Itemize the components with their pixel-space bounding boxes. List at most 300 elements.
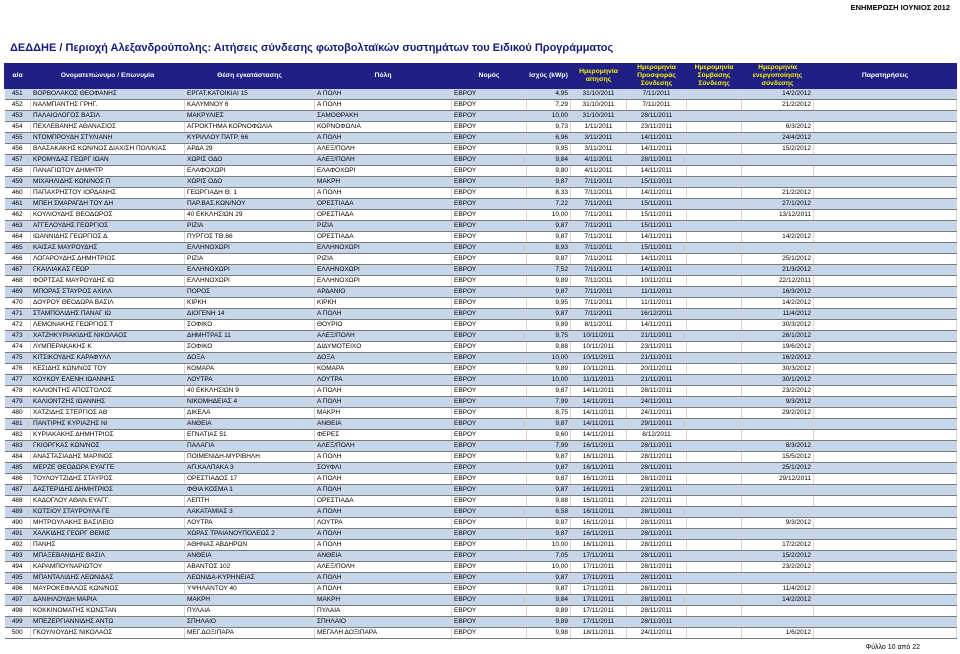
cell-power: 10,00	[527, 111, 571, 122]
cell-offer-date: 21/11/2011	[627, 353, 687, 364]
cell-prefecture: ΕΒΡΟΥ	[452, 518, 527, 529]
cell-activation-date: 23/2/2012	[742, 386, 814, 397]
cell-contract-date	[687, 551, 742, 562]
cell-aa: 465	[5, 243, 31, 254]
cell-contract-date	[687, 111, 742, 122]
cell-aa: 461	[5, 199, 31, 210]
cell-power: 9,95	[527, 298, 571, 309]
cell-power: 9,87	[527, 584, 571, 595]
table-row	[5, 452, 957, 463]
cell-name: ΚΙΤΣΙΚΟΥΔΗΣ ΚΑΡΑΦΥΛΛ	[31, 353, 185, 364]
cell-aa: 485	[5, 463, 31, 474]
cell-contract-date	[687, 507, 742, 518]
cell-activation-date: 15/2/2012	[742, 551, 814, 562]
cell-activation-date: 8/3/2012	[742, 441, 814, 452]
cell-name: ΔΑΣΤΕΡΙΔΗΣ ΔΗΜΗΤΡΙΟΣ	[31, 485, 185, 496]
cell-name: ΜΠΑΞΕΒΑΝΙΔΗΣ ΒΑΣΙΛ	[31, 551, 185, 562]
cell-offer-date: 24/11/2011	[627, 397, 687, 408]
cell-city: ΟΡΕΣΤΙΑΔΑ	[315, 210, 452, 221]
cell-aa: 479	[5, 397, 31, 408]
cell-city: ΕΛΛΗΝΟΧΩΡΙ	[315, 243, 452, 254]
cell-power: 9,87	[527, 529, 571, 540]
cell-offer-date: 7/11/2011	[627, 89, 687, 100]
cell-remarks	[814, 111, 957, 122]
table-row	[5, 617, 957, 628]
cell-offer-date: 28/11/2011	[627, 386, 687, 397]
table-row	[5, 353, 957, 364]
cell-remarks	[814, 408, 957, 419]
cell-power: 9,60	[527, 430, 571, 441]
cell-location: ΡΙΖΙΑ	[185, 254, 315, 265]
cell-remarks	[814, 397, 957, 408]
table-row	[5, 463, 957, 474]
cell-prefecture: ΕΒΡΟΥ	[452, 342, 527, 353]
cell-city: Α ΠΟΛΗ	[315, 485, 452, 496]
cell-activation-date: 19/6/2012	[742, 342, 814, 353]
cell-name: ΚΥΡΙΑΚΑΚΗΣ ΔΗΜΗΤΡΙΟΣ	[31, 430, 185, 441]
table-row	[5, 133, 957, 144]
table-row	[5, 551, 957, 562]
cell-activation-date: 6/3/2012	[742, 122, 814, 133]
cell-location: ΚΟΜΑΡΑ	[185, 364, 315, 375]
table-row	[5, 375, 957, 386]
cell-contract-date	[687, 617, 742, 628]
cell-city: ΡΙΖΙΑ	[315, 221, 452, 232]
table-row	[5, 309, 957, 320]
cell-power: 10,00	[527, 540, 571, 551]
cell-location: ΔΙΟΓΕΝΗ 14	[185, 309, 315, 320]
cell-aa: 477	[5, 375, 31, 386]
col-aa: α/α	[5, 64, 31, 89]
cell-name: ΚΟΥΛΙΟΥΔΗΣ ΘΕΟΔΩΡΟΣ	[31, 210, 185, 221]
cell-location: ΡΙΖΙΑ	[185, 221, 315, 232]
cell-prefecture: ΕΒΡΟΥ	[452, 298, 527, 309]
cell-activation-date: 30/3/2012	[742, 364, 814, 375]
col-name: Ονοματεπώνυμο / Επωνυμία	[31, 64, 185, 89]
table-row	[5, 562, 957, 573]
cell-application-date: 16/11/2011	[571, 507, 627, 518]
cell-offer-date: 20/11/2011	[627, 364, 687, 375]
cell-remarks	[814, 122, 957, 133]
cell-location: ΕΓΝΑΤΙΑΣ 51	[185, 430, 315, 441]
cell-prefecture: ΕΒΡΟΥ	[452, 177, 527, 188]
table-row	[5, 441, 957, 452]
table-row	[5, 386, 957, 397]
cell-power: 9,84	[527, 595, 571, 606]
table-row	[5, 166, 957, 177]
cell-remarks	[814, 199, 957, 210]
cell-aa: 472	[5, 320, 31, 331]
cell-location: ΠΟΡΟΣ	[185, 287, 315, 298]
cell-prefecture: ΕΒΡΟΥ	[452, 210, 527, 221]
cell-aa: 473	[5, 331, 31, 342]
cell-remarks	[814, 518, 957, 529]
cell-city: Α ΠΟΛΗ	[315, 133, 452, 144]
cell-activation-date: 30/1/2012	[742, 375, 814, 386]
cell-activation-date: 25/1/2012	[742, 254, 814, 265]
cell-location: ΑΘΗΝΑΣ ΑΒΔΗΡΩΝ	[185, 540, 315, 551]
cell-power: 9,87	[527, 386, 571, 397]
cell-application-date: 3/11/2011	[571, 133, 627, 144]
cell-activation-date: 22/12/2011	[742, 276, 814, 287]
cell-activation-date	[742, 529, 814, 540]
cell-application-date: 7/11/2011	[571, 254, 627, 265]
cell-city: ΑΛΕΞ/ΠΟΛΗ	[315, 155, 452, 166]
cell-location: ΑΝΘΕΙΑ	[185, 419, 315, 430]
cell-location: ΜΑΚΡΥΛΙΕΣ	[185, 111, 315, 122]
cell-power: 6,58	[527, 507, 571, 518]
cell-remarks	[814, 375, 957, 386]
cell-aa: 498	[5, 606, 31, 617]
cell-name: ΦΟΡΤΣΑΣ ΜΑΥΡΟΥΔΗΣ ΙΩ	[31, 276, 185, 287]
cell-remarks	[814, 584, 957, 595]
cell-contract-date	[687, 210, 742, 221]
col-contract-date: Ημερομηνία Σύμβασης Σύνδεσης	[687, 64, 742, 89]
cell-activation-date: 14/2/2012	[742, 89, 814, 100]
cell-aa: 466	[5, 254, 31, 265]
cell-city: Α ΠΟΛΗ	[315, 309, 452, 320]
cell-contract-date	[687, 320, 742, 331]
cell-activation-date: 15/5/2012	[742, 452, 814, 463]
col-offer-date: Ημερομηνία Προσφοράς Σύνδεσης	[627, 64, 687, 89]
table-row	[5, 210, 957, 221]
cell-city: Α ΠΟΛΗ	[315, 188, 452, 199]
cell-application-date: 10/11/2011	[571, 364, 627, 375]
cell-contract-date	[687, 529, 742, 540]
cell-power: 9,87	[527, 463, 571, 474]
cell-offer-date: 14/11/2011	[627, 166, 687, 177]
cell-city: ΜΑΚΡΗ	[315, 595, 452, 606]
cell-city: ΦΕΡΕΣ	[315, 430, 452, 441]
cell-activation-date	[742, 166, 814, 177]
cell-offer-date: 28/11/2011	[627, 155, 687, 166]
cell-offer-date: 24/11/2011	[627, 408, 687, 419]
cell-aa: 460	[5, 188, 31, 199]
cell-application-date: 16/11/2011	[571, 485, 627, 496]
cell-application-date: 17/11/2011	[571, 617, 627, 628]
cell-name: ΚΩΤΣΙΟΥ ΣΤΑΥΡΟΥΛΑ ΓΕ	[31, 507, 185, 518]
table-row	[5, 122, 957, 133]
cell-prefecture: ΕΒΡΟΥ	[452, 606, 527, 617]
cell-power: 9,87	[527, 232, 571, 243]
cell-power: 9,84	[527, 155, 571, 166]
cell-city: ΕΛΛΗΝΟΧΩΡΙ	[315, 276, 452, 287]
cell-prefecture: ΕΒΡΟΥ	[452, 408, 527, 419]
cell-location: ΛΟΥΤΡΑ	[185, 518, 315, 529]
cell-activation-date: 16/2/2012	[742, 353, 814, 364]
cell-remarks	[814, 540, 957, 551]
table-row	[5, 188, 957, 199]
cell-name: ΠΑΝΑΓΙΩΤΟΥ ΔΗΜΗΤΡ	[31, 166, 185, 177]
cell-application-date: 14/11/2011	[571, 386, 627, 397]
cell-prefecture: ΕΒΡΟΥ	[452, 617, 527, 628]
cell-offer-date: 28/11/2011	[627, 540, 687, 551]
cell-application-date: 7/11/2011	[571, 177, 627, 188]
cell-city: ΑΛΕΞ/ΠΟΛΗ	[315, 562, 452, 573]
cell-prefecture: ΕΒΡΟΥ	[452, 122, 527, 133]
cell-activation-date: 9/3/2012	[742, 397, 814, 408]
cell-contract-date	[687, 100, 742, 111]
cell-power: 10,00	[527, 562, 571, 573]
cell-activation-date: 24/4/2012	[742, 133, 814, 144]
cell-contract-date	[687, 584, 742, 595]
cell-prefecture: ΕΒΡΟΥ	[452, 166, 527, 177]
cell-activation-date: 14/2/2012	[742, 595, 814, 606]
cell-city: ΑΛΕΞ/ΠΟΛΗ	[315, 441, 452, 452]
applications-table	[4, 63, 957, 639]
cell-remarks	[814, 100, 957, 111]
cell-city: ΟΡΕΣΤΙΑΔΑ	[315, 496, 452, 507]
cell-contract-date	[687, 309, 742, 320]
cell-activation-date: 25/1/2012	[742, 463, 814, 474]
cell-contract-date	[687, 474, 742, 485]
cell-prefecture: ΕΒΡΟΥ	[452, 276, 527, 287]
cell-name: ΚΑΔΟΓΛΟΥ ΑΘΑΝ.ΕΥΑΓΓ.	[31, 496, 185, 507]
table-row	[5, 221, 957, 232]
cell-power: 8,75	[527, 408, 571, 419]
cell-application-date: 16/11/2011	[571, 452, 627, 463]
cell-application-date: 1/11/2011	[571, 122, 627, 133]
cell-remarks	[814, 309, 957, 320]
cell-name: ΠΕΧΛΕΒΑΝΗΣ ΑΘΑΝΑΣΙΟΣ	[31, 122, 185, 133]
cell-application-date: 16/11/2011	[571, 529, 627, 540]
cell-aa: 452	[5, 100, 31, 111]
cell-city: ΑΛΕΞ/ΠΟΛΗ	[315, 144, 452, 155]
cell-prefecture: ΕΒΡΟΥ	[452, 430, 527, 441]
cell-aa: 491	[5, 529, 31, 540]
cell-aa: 487	[5, 485, 31, 496]
table-row	[5, 232, 957, 243]
cell-activation-date	[742, 419, 814, 430]
cell-city: Α ΠΟΛΗ	[315, 89, 452, 100]
cell-location: ΛΟΥΤΡΑ	[185, 375, 315, 386]
cell-name: ΓΚΑΙΛΙΑΚΑΣ ΓΕΩΡ	[31, 265, 185, 276]
cell-location: ΜΕΓ.ΔΟΞΙΠΑΡΑ	[185, 628, 315, 639]
cell-prefecture: ΕΒΡΟΥ	[452, 265, 527, 276]
cell-remarks	[814, 419, 957, 430]
cell-application-date: 11/11/2011	[571, 375, 627, 386]
cell-offer-date: 14/11/2011	[627, 144, 687, 155]
cell-aa: 495	[5, 573, 31, 584]
cell-city: Α ΠΟΛΗ	[315, 100, 452, 111]
cell-application-date: 17/11/2011	[571, 595, 627, 606]
cell-power: 9,87	[527, 177, 571, 188]
cell-prefecture: ΕΒΡΟΥ	[452, 507, 527, 518]
cell-remarks	[814, 529, 957, 540]
cell-aa: 456	[5, 144, 31, 155]
cell-name: ΑΝΑΣΤΑΣΙΑΔΗΣ ΜΑΡΙΝΟΣ	[31, 452, 185, 463]
table-row	[5, 518, 957, 529]
cell-remarks	[814, 276, 957, 287]
cell-application-date: 7/11/2011	[571, 243, 627, 254]
cell-contract-date	[687, 254, 742, 265]
cell-name: ΚΕΣΙΔΗΣ ΚΩΝ/ΝΟΣ ΤΟΥ	[31, 364, 185, 375]
cell-application-date: 7/11/2011	[571, 188, 627, 199]
cell-city: ΔΟΞΑ	[315, 353, 452, 364]
cell-name: ΛΥΜΠΕΡΑΚΑΚΗΣ Κ	[31, 342, 185, 353]
table-row	[5, 529, 957, 540]
cell-aa: 499	[5, 617, 31, 628]
table-row	[5, 243, 957, 254]
cell-prefecture: ΕΒΡΟΥ	[452, 100, 527, 111]
cell-prefecture: ΕΒΡΟΥ	[452, 551, 527, 562]
cell-city: ΠΥΛΑΙΑ	[315, 606, 452, 617]
cell-aa: 482	[5, 430, 31, 441]
cell-location: ΦΘΙΑ ΚΟΣΜΑ 1	[185, 485, 315, 496]
cell-aa: 462	[5, 210, 31, 221]
cell-application-date: 3/11/2011	[571, 144, 627, 155]
cell-application-date: 17/11/2011	[571, 573, 627, 584]
cell-prefecture: ΕΒΡΟΥ	[452, 628, 527, 639]
cell-aa: 489	[5, 507, 31, 518]
table-row	[5, 320, 957, 331]
cell-location: ΚΥΡΙΛΛΟΥ ΠΑΤΡ. 66	[185, 133, 315, 144]
cell-contract-date	[687, 463, 742, 474]
cell-power: 4,95	[527, 89, 571, 100]
cell-activation-date	[742, 617, 814, 628]
cell-contract-date	[687, 265, 742, 276]
cell-power: 8,33	[527, 188, 571, 199]
cell-power: 9,75	[527, 331, 571, 342]
cell-offer-date: 11/11/2011	[627, 287, 687, 298]
cell-power: 9,95	[527, 144, 571, 155]
cell-offer-date: 21/11/2011	[627, 375, 687, 386]
cell-location: ΛΕΩΝΙΔΑ-ΚΥΡΗΝΕΙΑΣ	[185, 573, 315, 584]
cell-application-date: 16/11/2011	[571, 540, 627, 551]
cell-activation-date: 21/3/2012	[742, 265, 814, 276]
cell-application-date: 10/11/2011	[571, 342, 627, 353]
cell-name: ΙΩΑΝΝΙΔΗΣ ΓΕΩΡΓΙΟΣ Δ	[31, 232, 185, 243]
table-row	[5, 144, 957, 155]
cell-contract-date	[687, 89, 742, 100]
cell-city: Α ΠΟΛΗ	[315, 529, 452, 540]
cell-name: ΜΕΡΖΕ ΘΕΟΔΩΡΑ ΕΥΑΓΓΕ	[31, 463, 185, 474]
cell-application-date: 14/11/2011	[571, 397, 627, 408]
cell-power: 9,88	[527, 496, 571, 507]
cell-contract-date	[687, 188, 742, 199]
cell-contract-date	[687, 353, 742, 364]
cell-prefecture: ΕΒΡΟΥ	[452, 309, 527, 320]
cell-activation-date	[742, 606, 814, 617]
cell-application-date: 4/11/2011	[571, 166, 627, 177]
cell-location: ΑΠ.ΚΑΛΠΑΚΑ 3	[185, 463, 315, 474]
table-row	[5, 177, 957, 188]
cell-remarks	[814, 496, 957, 507]
cell-offer-date: 28/11/2011	[627, 595, 687, 606]
cell-location: ΔΟΞΑ	[185, 353, 315, 364]
cell-prefecture: ΕΒΡΟΥ	[452, 89, 527, 100]
cell-offer-date: 28/11/2011	[627, 617, 687, 628]
cell-location: ΑΡΔΑ 29	[185, 144, 315, 155]
cell-remarks	[814, 364, 957, 375]
cell-power: 9,87	[527, 485, 571, 496]
cell-prefecture: ΕΒΡΟΥ	[452, 540, 527, 551]
col-city: Πόλη	[315, 64, 452, 89]
cell-power: 9,89	[527, 617, 571, 628]
cell-offer-date: 28/11/2011	[627, 111, 687, 122]
cell-name: ΓΚΙΟΡΓΚΑΣ ΚΩΝ/ΝΟΣ	[31, 441, 185, 452]
cell-contract-date	[687, 430, 742, 441]
cell-offer-date: 10/11/2011	[627, 276, 687, 287]
cell-city: ΚΟΡΝΟΦΩΛΙΑ	[315, 122, 452, 133]
cell-location: ΕΛΑΦΟΧΩΡΙ	[185, 166, 315, 177]
cell-prefecture: ΕΒΡΟΥ	[452, 595, 527, 606]
cell-application-date: 16/11/2011	[571, 474, 627, 485]
cell-location: 40 ΕΚΚΛΗΣΙΩΝ 9	[185, 386, 315, 397]
cell-offer-date: 22/11/2011	[627, 496, 687, 507]
col-power: Ισχύς (kWp)	[527, 64, 571, 89]
cell-offer-date: 28/11/2011	[627, 474, 687, 485]
cell-offer-date: 14/11/2011	[627, 188, 687, 199]
cell-name: ΠΑΝΤΙΡΗΣ ΚΥΡΙΑΖΗΣ ΝΙ	[31, 419, 185, 430]
cell-application-date: 4/11/2011	[571, 155, 627, 166]
cell-prefecture: ΕΒΡΟΥ	[452, 221, 527, 232]
cell-name: ΝΑΛΜΠΑΝΤΗΣ ΓΡΗΓ.	[31, 100, 185, 111]
cell-remarks	[814, 342, 957, 353]
cell-prefecture: ΕΒΡΟΥ	[452, 452, 527, 463]
cell-aa: 474	[5, 342, 31, 353]
cell-power: 9,87	[527, 518, 571, 529]
cell-contract-date	[687, 540, 742, 551]
cell-remarks	[814, 595, 957, 606]
cell-activation-date: 9/3/2012	[742, 518, 814, 529]
table-row	[5, 298, 957, 309]
cell-location: ΧΩΡΑΣ ΤΡΑΙΑΝΟΥΠΟΛΕΩΣ 2	[185, 529, 315, 540]
cell-prefecture: ΕΒΡΟΥ	[452, 496, 527, 507]
cell-application-date: 7/11/2011	[571, 265, 627, 276]
cell-location: ΥΨΗΛΑΝΤΟΥ 40	[185, 584, 315, 595]
table-row	[5, 111, 957, 122]
cell-activation-date: 29/12/2011	[742, 474, 814, 485]
cell-activation-date: 21/2/2012	[742, 188, 814, 199]
cell-offer-date: 15/11/2011	[627, 199, 687, 210]
cell-name: ΠΑΛΑΙΟΛΟΓΟΣ ΒΑΣΙΛ	[31, 111, 185, 122]
cell-application-date: 16/11/2011	[571, 518, 627, 529]
cell-contract-date	[687, 342, 742, 353]
cell-offer-date: 14/11/2011	[627, 254, 687, 265]
cell-remarks	[814, 551, 957, 562]
cell-activation-date	[742, 496, 814, 507]
cell-location: ΕΛΛΗΝΟΧΩΡΙ	[185, 276, 315, 287]
table-body	[5, 89, 957, 639]
cell-name: ΠΑΝΗΣ	[31, 540, 185, 551]
cell-name: ΜΠΕΗ ΣΜΑΡΑΓΔΗ ΤΟΥ ΔΗ	[31, 199, 185, 210]
cell-contract-date	[687, 606, 742, 617]
cell-aa: 481	[5, 419, 31, 430]
table-row	[5, 573, 957, 584]
table-row	[5, 331, 957, 342]
cell-aa: 469	[5, 287, 31, 298]
cell-offer-date: 28/11/2011	[627, 551, 687, 562]
cell-city: Α ΠΟΛΗ	[315, 540, 452, 551]
cell-application-date: 16/11/2011	[571, 463, 627, 474]
table-row	[5, 485, 957, 496]
cell-prefecture: ΕΒΡΟΥ	[452, 529, 527, 540]
table-row	[5, 287, 957, 298]
cell-location: ΑΝΘΕΙΑ	[185, 551, 315, 562]
cell-name: ΒΟΡΒΟΛΑΚΟΣ ΘΕΟΦΑΝΗΣ	[31, 89, 185, 100]
cell-contract-date	[687, 518, 742, 529]
cell-city: ΑΡΔΑΝΙΟ	[315, 287, 452, 298]
cell-name: ΚΑΡΑΜΠΟΥΝΑΡΙΩΤΟΥ	[31, 562, 185, 573]
cell-power: 9,87	[527, 309, 571, 320]
cell-aa: 488	[5, 496, 31, 507]
cell-contract-date	[687, 177, 742, 188]
cell-name: ΧΑΤΖΙΔΗΣ ΣΤΕΡΓΙΟΣ ΑΘ	[31, 408, 185, 419]
cell-location: ΣΟΦΙΚΟ	[185, 320, 315, 331]
cell-location: ΠΥΛΑΙΑ	[185, 606, 315, 617]
cell-activation-date: 14/2/2012	[742, 232, 814, 243]
